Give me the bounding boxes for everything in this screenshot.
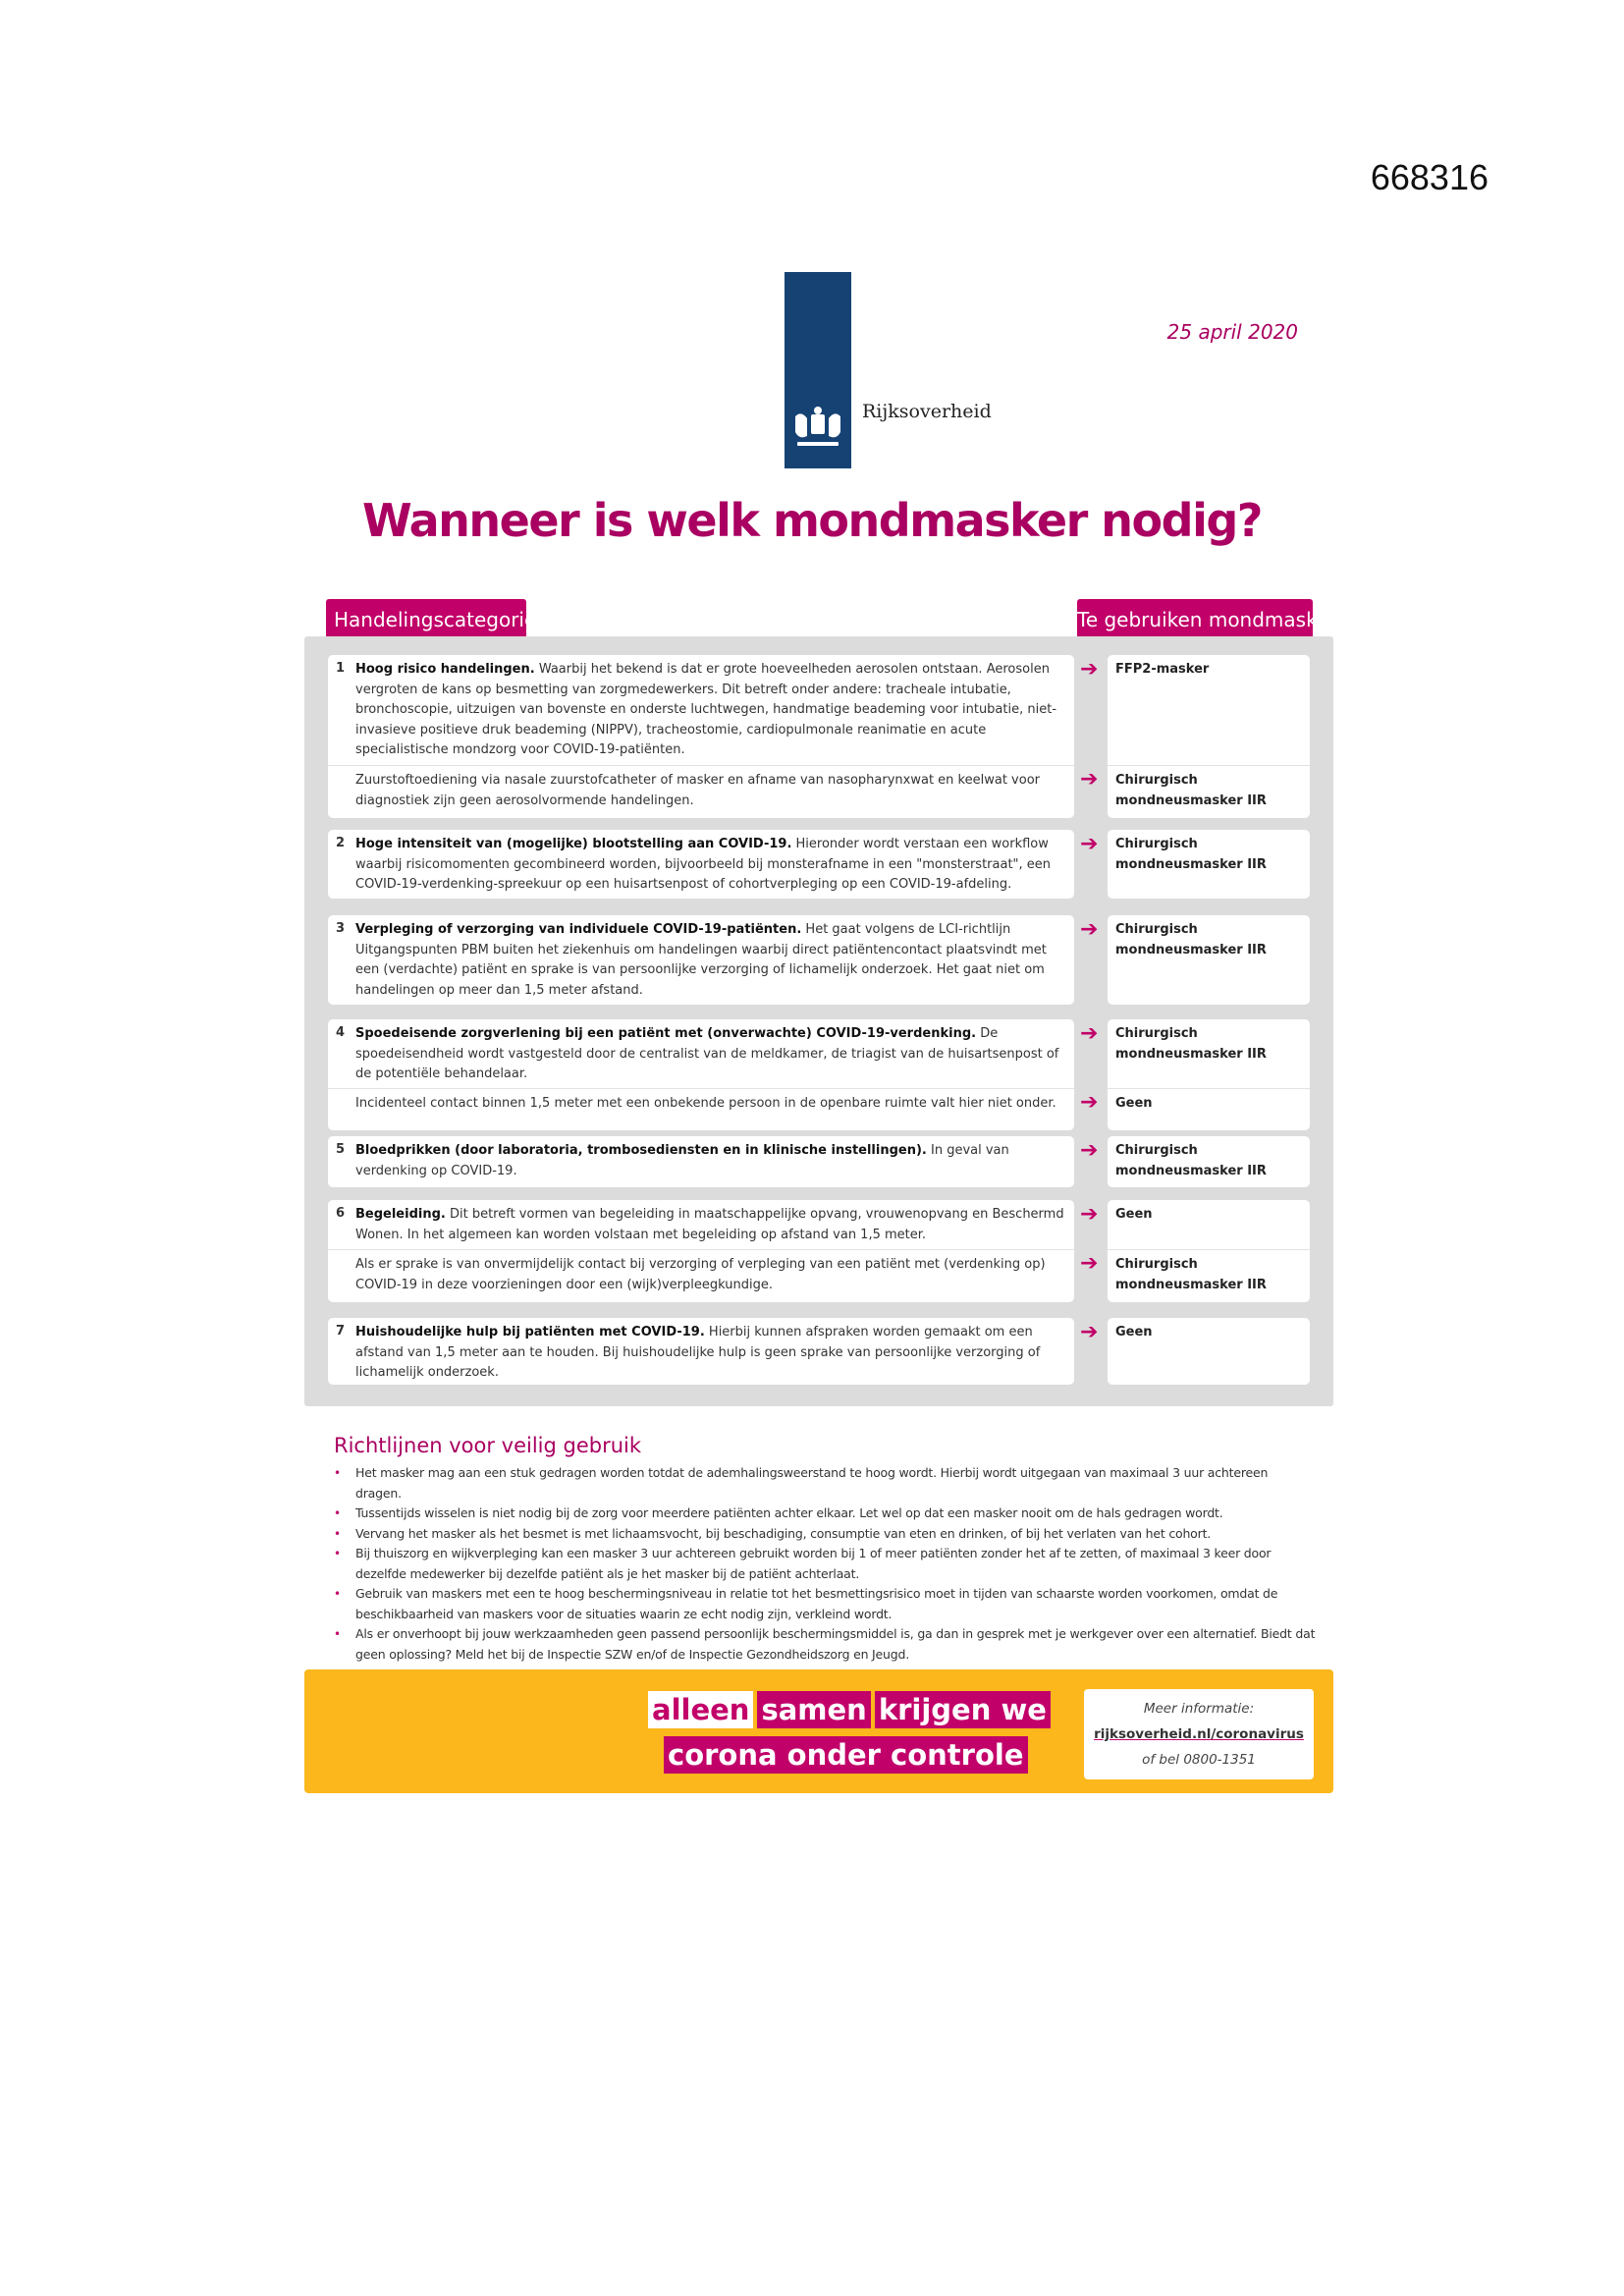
category-lead: Verpleging of verzorging van individuele COVID-19-patiënten.: [355, 922, 802, 937]
category-card: [328, 1200, 1074, 1302]
mask-row: [1108, 1249, 1310, 1303]
category-number: 4: [336, 1025, 346, 1040]
category-card: [328, 1136, 1074, 1187]
mask-type: Chirurgisch mondneusmasker IIR: [1115, 922, 1267, 957]
document-id: 668316: [1370, 157, 1489, 197]
arrow-right-icon: ➔: [1080, 657, 1099, 682]
slogan-word: alleen: [648, 1691, 753, 1728]
mask-type: Geen: [1115, 1207, 1153, 1222]
category-text: Als er sprake is van onvermijdelijk contact bij verzorging of verpleging van een patiënt met (verdenking op) COVID-19 in deze voorzieningen door een (wijk)verpleegkundige.: [355, 1257, 1046, 1292]
category-number: 2: [336, 836, 346, 850]
category-description: [355, 1141, 1066, 1181]
mask-type: Chirurgisch mondneusmasker IIR: [1115, 1257, 1267, 1292]
category-lead: Hoge intensiteit van (mogelijke) blootstelling aan COVID-19.: [355, 837, 792, 851]
category-text: Zuurstoftoediening via nasale zuurstofcatheter of masker en afname van nasopharynxwat en keelwat voor diagnostiek zijn geen aerosolvormende handelingen.: [355, 773, 1040, 808]
category-description: [355, 1323, 1066, 1384]
category-row: [328, 1136, 1074, 1187]
mask-type: Chirurgisch mondneusmasker IIR: [1115, 1026, 1267, 1062]
category-card: [328, 830, 1074, 899]
category-number: 1: [336, 661, 346, 676]
mask-type: Geen: [1115, 1325, 1153, 1339]
guideline-item: • Gebruik van maskers met een te hoog beschermingsniveau in relatie tot het besmettingsrisico moet in tijden van schaarste worden voorkomen, omdat de beschikbaarheid van maskers voor de situaties waarin ze echt nodig zijn, verkleind wordt.: [334, 1584, 1316, 1624]
category-text: Het gaat volgens de LCI-richtlijn Uitgangspunten PBM buiten het ziekenhuis om handelingen waarbij direct patiëntencontact plaatsvindt met een (verdachte) patiënt en sprake is van persoonlijke verzorging of lichamelijk onderzoek. Het gaat niet om handelingen op meer dan 1,5 meter afstand.: [355, 922, 1047, 998]
arrow-right-icon: ➔: [1080, 832, 1099, 856]
category-number: 7: [336, 1324, 346, 1339]
slogan-line-1: [648, 1691, 1055, 1728]
guidelines-list: [334, 1463, 1316, 1665]
category-number: 3: [336, 921, 346, 936]
arrow-right-icon: ➔: [1080, 767, 1099, 792]
mask-type: Chirurgisch mondneusmasker IIR: [1115, 773, 1267, 808]
category-lead: Begeleiding.: [355, 1207, 446, 1222]
mask-card: [1108, 1019, 1310, 1130]
guidelines-title: Richtlijnen voor veilig gebruik: [334, 1434, 642, 1457]
mask-card: [1108, 830, 1310, 899]
category-number: 6: [336, 1206, 346, 1221]
slogan-word: samen: [757, 1691, 870, 1728]
category-row: [328, 915, 1074, 1005]
slogan-word: corona onder controle: [664, 1736, 1028, 1774]
mask-row: [1108, 1136, 1310, 1187]
category-description: [355, 1255, 1066, 1295]
column-label-mask: Te gebruiken mondmasker: [1077, 599, 1313, 640]
mask-row: [1108, 915, 1310, 1005]
arrow-right-icon: ➔: [1080, 1251, 1099, 1276]
mask-row: [1108, 1200, 1310, 1249]
category-row: [328, 830, 1074, 899]
category-text: De spoedeisendheid wordt vastgesteld door de centralist van de meldkamer, de triagist van de huisartsenpost of de potentiële behandelaar.: [355, 1026, 1059, 1081]
page-title: Wanneer is welk mondmasker nodig?: [362, 494, 1262, 547]
info-link[interactable]: rijksoverheid.nl/coronavirus: [1094, 1726, 1304, 1742]
category-row: [328, 1249, 1074, 1303]
mask-row: [1108, 1318, 1310, 1385]
category-description: [355, 771, 1066, 811]
mask-type: FFP2-masker: [1115, 662, 1210, 677]
category-text: Incidenteel contact binnen 1,5 meter met een onbekende persoon in de openbare ruimte valt hier niet onder.: [355, 1096, 1056, 1111]
category-card: [328, 915, 1074, 1005]
guideline-item: • Het masker mag aan een stuk gedragen worden totdat de ademhalingsweerstand te hoog wordt. Hierbij wordt uitgegaan van maximaal 3 uur achtereen dragen.: [334, 1463, 1316, 1503]
category-text: Dit betreft vormen van begeleiding in maatschappelijke opvang, vrouwenopvang en Beschermd Wonen. In het algemeen kan worden volstaan met begeleiding op afstand van 1,5 meter.: [355, 1207, 1064, 1242]
guideline-item: • Vervang het masker als het besmet is met lichaamsvocht, bij beschadiging, consumptie van eten en drinken, of bij het verlaten van het cohort.: [334, 1524, 1316, 1545]
category-lead: Huishoudelijke hulp bij patiënten met COVID-19.: [355, 1325, 705, 1339]
category-description: [355, 835, 1066, 896]
mask-card: [1108, 1200, 1310, 1302]
category-lead: Hoog risico handelingen.: [355, 662, 535, 677]
category-text: In geval van verdenking op COVID-19.: [355, 1143, 1009, 1178]
category-description: [355, 1024, 1066, 1085]
category-description: [355, 1205, 1066, 1245]
column-label-category: Handelingscategorie: [326, 599, 526, 640]
slogan-line-2: [664, 1736, 1032, 1774]
mask-row: [1108, 1019, 1310, 1088]
mask-row: [1108, 765, 1310, 819]
category-description: [355, 660, 1066, 761]
coat-of-arms-icon: [787, 403, 848, 456]
category-text: Waarbij het bekend is dat er grote hoeveelheden aerosolen ontstaan. Aerosolen vergroten de kans op besmetting van zorgmedewerkers. Dit betreft onder andere: tracheale intubatie, bronchoscopie, uitzuigen van bovenste en onderste luchtwegen, handmatige beademing voor intubatie, niet-invasieve positieve druk beademing (NIPPV), tracheostomie, cardiopulmonale reanimatie en acute specialistische mondzorg voor COVID-19-patiënten.: [355, 662, 1057, 757]
guideline-item: • Bij thuiszorg en wijkverpleging kan een masker 3 uur achtereen gebruikt worden bij 1 of meer patiënten zonder het af te zetten, of maximaal 3 keer door dezelfde medewerker bij dezelfde patiënt als je het masker bij de patiënt achterlaat.: [334, 1544, 1316, 1584]
arrow-right-icon: ➔: [1080, 917, 1099, 942]
publication-date: 25 april 2020: [1166, 320, 1298, 344]
category-number: 5: [336, 1142, 346, 1157]
category-card: [328, 655, 1074, 818]
category-row: [328, 1019, 1074, 1088]
mask-card: [1108, 655, 1310, 818]
arrow-right-icon: ➔: [1080, 1202, 1099, 1227]
category-lead: Bloedprikken (door laboratoria, trombosediensten en in klinische instellingen).: [355, 1143, 927, 1158]
category-lead: Spoedeisende zorgverlening bij een patiënt met (onverwachte) COVID-19-verdenking.: [355, 1026, 977, 1041]
category-row: [328, 765, 1074, 819]
organisation-name: Rijksoverheid: [862, 401, 992, 422]
mask-type: Chirurgisch mondneusmasker IIR: [1115, 837, 1267, 872]
category-description: [355, 1094, 1066, 1115]
guideline-item: • Tussentijds wisselen is niet nodig bij de zorg voor meerdere patiënten achter elkaar. Let wel op dat een masker nooit om de hals gedragen wordt.: [334, 1503, 1316, 1524]
info-box: [1084, 1689, 1314, 1779]
mask-row: [1108, 1088, 1310, 1131]
arrow-right-icon: ➔: [1080, 1021, 1099, 1046]
category-card: [328, 1019, 1074, 1130]
mask-card: [1108, 1318, 1310, 1385]
arrow-right-icon: ➔: [1080, 1320, 1099, 1344]
category-row: [328, 1088, 1074, 1131]
info-label: Meer informatie:: [1143, 1701, 1255, 1717]
category-description: [355, 920, 1066, 1001]
arrow-right-icon: ➔: [1080, 1138, 1099, 1163]
info-phone: of bel 0800-1351: [1142, 1752, 1256, 1768]
mask-type: Geen: [1115, 1096, 1153, 1111]
category-row: [328, 655, 1074, 765]
category-row: [328, 1318, 1074, 1385]
category-row: [328, 1200, 1074, 1249]
slogan-word: krijgen we: [875, 1691, 1051, 1728]
mask-card: [1108, 915, 1310, 1005]
mask-row: [1108, 655, 1310, 765]
mask-row: [1108, 830, 1310, 899]
arrow-right-icon: ➔: [1080, 1090, 1099, 1115]
mask-type: Chirurgisch mondneusmasker IIR: [1115, 1143, 1267, 1178]
category-card: [328, 1318, 1074, 1385]
guideline-item: • Als er onverhoopt bij jouw werkzaamheden geen passend persoonlijk beschermingsmiddel is, ga dan in gesprek met je werkgever over een alternatief. Biedt dat geen oplossing? Meld het bij de Inspectie SZW en/of de Inspectie Gezondheidszorg en Jeugd.: [334, 1624, 1316, 1665]
mask-card: [1108, 1136, 1310, 1187]
category-text: Hieronder wordt verstaan een workflow waarbij risicomomenten gecombineerd worden, bijvoorbeeld bij monsterafname in een "monsterstraat", een COVID-19-verdenking-spreekuur op een huisartsenpost of cohortverpleging op een COVID-19-afdeling.: [355, 837, 1052, 892]
category-text: Hierbij kunnen afspraken worden gemaakt om een afstand van 1,5 meter aan te houden. Bij huishoudelijke hulp is geen sprake van persoonlijke verzorging of lichamelijk onderzoek.: [355, 1325, 1041, 1380]
